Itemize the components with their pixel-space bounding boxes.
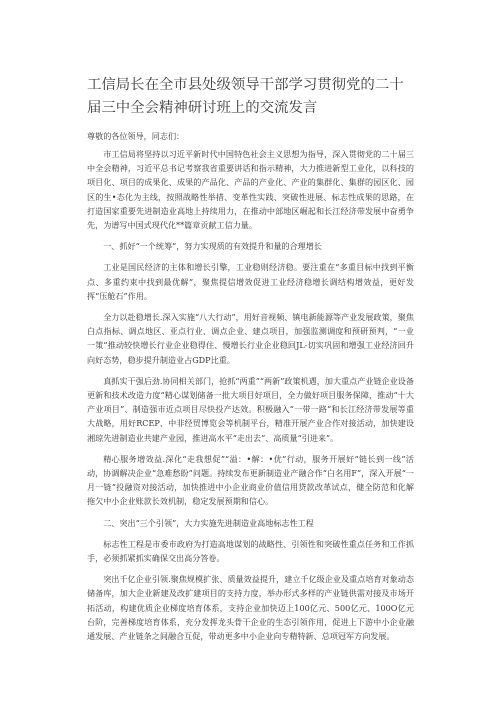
- title-line-2: 届三中全会精神研讨班上的交流发言: [87, 100, 318, 116]
- paragraph-intro: 市工信局将坚持以习近平新时代中国特色社会主义思想为指导，深入贯彻党的二十届三中全会精神，习近平总书记考察我省重要讲话和指示精神，大力推进新型工业化，以科技的项目化、项目的成果化、成果的产品化、产品的产业化、产业的集群化、集群的园区化、园区的生•态化为主线，按照战略性举措、变革性实践、突破性进展、标志性成果的思路，在打造国家重要先进制造业高地上持续用力，在推动中部地区崛起和长江经济带发展中奋勇争先，为谱写中国式现代化**篇章贡献工信力量。: [87, 149, 414, 231]
- salutation: 尊敬的各位领导，同志们：: [87, 131, 185, 141]
- paragraph: 精心服务增效益.深化“走我想促”“溢：•解：•优”行动，服务开展好“链长到一线”活动，协调解决企业“急难愁盼”问题。持续发布更新制造业产融合作“白名用F”，深入开展“一月一链”投融资对接活动，加快推进中小企业商业价值信用贷款改革试点，健全防范和化解拖欠中小企业账款长效机制，稳定发展预期和信心。: [87, 453, 414, 507]
- paragraph: 全力以赴稳增长.深入实施“八大行动”，用好音视频、镇电新能源等产业发展政策，聚焦白点指标、调点地区、亚点行业、调点企业、建点项目，加强监测调度和预研预判，“一业一策”推动较快增长行业企业稳得住、慢增长行业企业稳回JL-切实巩固和增强工业经济回升向好态势，稳步提升制造业占GDP比重。: [87, 312, 414, 365]
- paragraph: 突出千亿企业引领.聚焦规模扩张、质量效益提升，建立千亿级企业及重点培育对象动态储备库，加大企业新建及改扩建项目的支持力度，举办形式多样的产业链供需对接及市场开拓活动，构建优质企业梯度培育体系，支持企业加快迈上100亿元、500亿元、100O亿元台阶，完善梯度培育体系，充分发挥龙头骨干企业的生态引领作用，促进上下游中小企业融通发展、产业链条之间融合互促，带动更多中小企业向专精特新、总项冠军方向发展。: [87, 574, 414, 642]
- section-heading-1: 一、抓好“一个统筹”，努力实现质的有效提升和量的合理增长: [103, 241, 322, 252]
- paragraph: 标志性工程是市委市政府为打造高地谋划的战略性、引领性和突破性重点任务和工作抓手，必须抓紧抓实确保交出高分答卷。: [87, 538, 414, 564]
- document-title: [87, 74, 414, 120]
- paragraph: 工业是国民经济的主体和增长引擎，工业稳则经济稳。要注重在“多重目标中找到平衡点、多重约束中找到最优解”，聚焦提信增效促进工业经济稳增长调结构增效益，更好发挥“压舱石”作用。: [87, 262, 414, 301]
- title-line-1: 工信局长在全市县处级领导干部学习贯彻党的二十: [87, 77, 404, 93]
- paragraph: 真抓实干强后劲.协同相关部门，抢抓“两重”“两新”政策机遇，加大重点产业链企业设备更新和技术改造力度“精心谋划储备一批大项目好项目，全力做好项目服务保障，推动“十大产业项目”、制造强市近点项目尽快投产达效。积极融入“一带一路”和长江经济带发展等重大战略，用好RCEP、中非经贸博览会等机制平台，精准开展产业合作对接活动，加快建设湘琼先进制造业共建产业园，推进高水平“走出去”、高质量“引进来”。: [87, 375, 414, 443]
- section-heading-2: 二、突出“三个引领”，大力实施先进制造业高地标志性工程: [103, 517, 314, 528]
